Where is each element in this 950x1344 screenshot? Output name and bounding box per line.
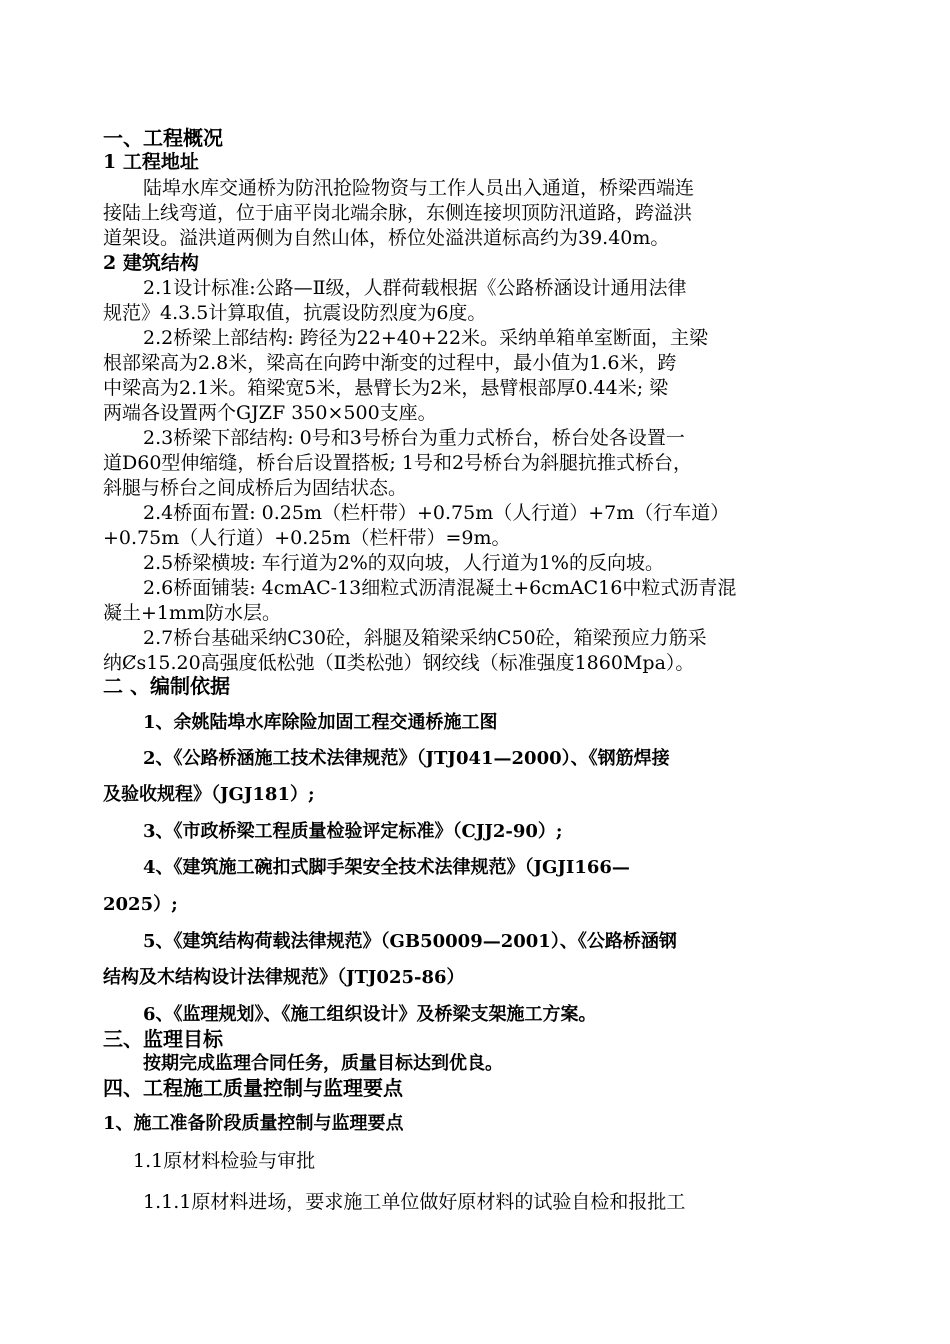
paragraph-line: 斜腿与桥台之间成桥后为固结状态。: [103, 477, 408, 499]
reference-item: 4、《建筑施工碗扣式脚手架安全技术法律规范》（JGJI166—: [143, 857, 630, 878]
reference-item: 5、《建筑结构荷载法律规范》（GB50009—2001）、《公路桥涵钢: [143, 931, 677, 952]
subsection-heading: 1.1原材料检验与审批: [133, 1150, 316, 1172]
section-heading: 一、工程概况: [103, 126, 223, 150]
paragraph-line: 道D60型伸缩缝，桥台后设置搭板; 1号和2号桥台为斜腿抗推式桥台，: [103, 452, 693, 474]
subsection-heading: 1、施工准备阶段质量控制与监理要点: [103, 1113, 404, 1134]
paragraph-line: 两端各设置两个GJZF 350×500支座。: [103, 402, 437, 424]
reference-item: 结构及木结构设计法律规范》（JTJ025-86）: [103, 967, 465, 988]
subsection-heading: 1 工程地址: [103, 151, 199, 173]
section-heading: 四、工程施工质量控制与监理要点: [103, 1076, 403, 1100]
reference-item: 2025）;: [103, 894, 178, 915]
paragraph-line: 按期完成监理合同任务，质量目标达到优良。: [143, 1053, 503, 1074]
paragraph-line: 接陆上线弯道，位于庙平岗北端余脉，东侧连接坝顶防汛道路，跨溢洪: [103, 202, 693, 224]
paragraph-line: 2.2桥梁上部结构: 跨径为22+40+22米。采纳单箱单室断面，主梁: [143, 327, 709, 349]
subsection-heading: 2 建筑结构: [103, 252, 199, 274]
paragraph-line: 根部梁高为2.8米，梁高在向跨中渐变的过程中，最小值为1.6米，跨: [103, 352, 677, 374]
paragraph-line: 2.4桥面布置: 0.25m（栏杆带）+0.75m（人行道）+7m（行车道）: [143, 502, 730, 524]
paragraph-line: 纳Ȼs15.20高强度低松弛（Ⅱ类松弛）钢绞线（标准强度1860Mpa）。: [103, 652, 695, 674]
section-heading: 三、监理目标: [103, 1027, 223, 1051]
paragraph-line: 2.5桥梁横坡: 车行道为2%的双向坡，人行道为1%的反向坡。: [143, 552, 664, 574]
paragraph-line: 陆埠水库交通桥为防汛抢险物资与工作人员出入通道，桥梁西端连: [143, 177, 695, 199]
paragraph-line: 中梁高为2.1米。箱梁宽5米，悬臂长为2米，悬臂根部厚0.44米; 梁: [103, 377, 669, 399]
paragraph-line: 2.1设计标准:公路—Ⅱ级，人群荷载根据《公路桥涵设计通用法律: [143, 277, 687, 299]
reference-item: 及验收规程》（JGJ181）;: [103, 784, 315, 805]
paragraph-line: 1.1.1原材料进场，要求施工单位做好原材料的试验自检和报批工: [143, 1191, 686, 1213]
paragraph-line: +0.75m（人行道）+0.25m（栏杆带）=9m。: [103, 527, 511, 549]
paragraph-line: 2.6桥面铺装: 4cmAC-13细粒式沥清混凝土+6cmAC16中粒式沥青混: [143, 577, 737, 599]
paragraph-line: 规范》4.3.5计算取值，抗震设防烈度为6度。: [103, 302, 487, 324]
paragraph-line: 2.7桥台基础采纳C30砼，斜腿及箱梁采纳C50砼，箱梁预应力筋采: [143, 627, 707, 649]
paragraph-line: 道架设。溢洪道两侧为自然山体，桥位处溢洪道标高约为39.40m。: [103, 227, 670, 249]
reference-item: 3、《市政桥梁工程质量检验评定标准》（CJJ2-90）;: [143, 821, 563, 842]
paragraph-line: 2.3桥梁下部结构: 0号和3号桥台为重力式桥台，桥台处各设置一: [143, 427, 685, 449]
reference-item: 6、《监理规划》、《施工组织设计》及桥梁支架施工方案。: [143, 1004, 597, 1025]
reference-item: 2、《公路桥涵施工技术法律规范》（JTJ041—2000）、《钢筋焊接: [143, 748, 670, 769]
reference-item: 1、余姚陆埠水库除险加固工程交通桥施工图: [143, 712, 498, 733]
paragraph-line: 凝土+1mm防水层。: [103, 602, 282, 624]
section-heading: 二 、编制依据: [103, 674, 230, 698]
